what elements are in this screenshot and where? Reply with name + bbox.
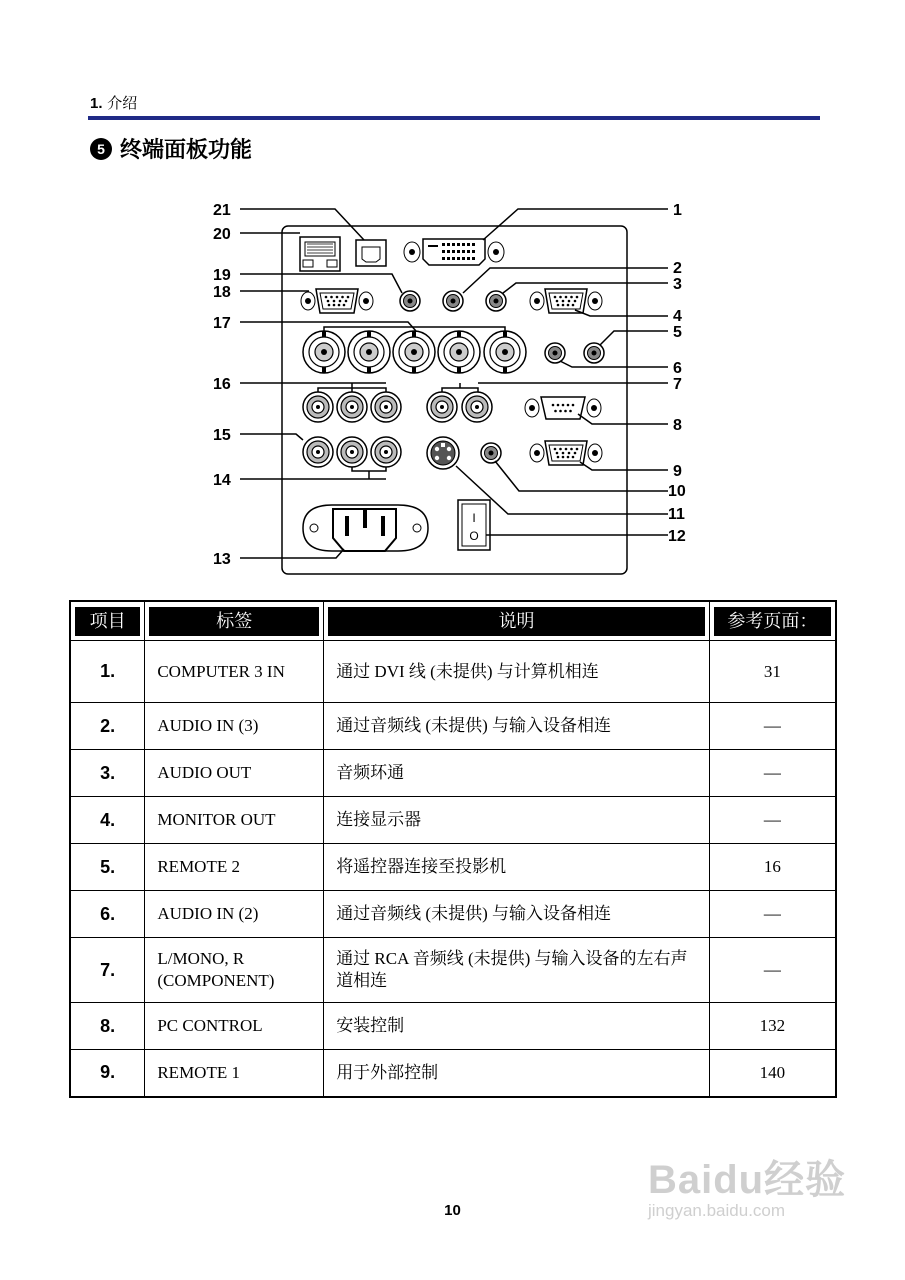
row-number: 1. [70, 641, 145, 703]
table-row [70, 703, 836, 750]
switch-off-symbol: O [469, 529, 479, 543]
rca-port-7b [462, 392, 492, 422]
row-label: AUDIO OUT [145, 750, 324, 797]
callout-15: 15 [213, 427, 231, 444]
watermark-brand: Baidu经验 [648, 1158, 847, 1202]
callout-1: 1 [673, 202, 682, 219]
bnc-port-2 [348, 331, 390, 373]
row-page: 31 [709, 641, 836, 703]
power-switch [458, 500, 490, 550]
callout-12: 12 [668, 528, 686, 545]
table-row [70, 1003, 836, 1050]
table-row [70, 938, 836, 1003]
remote-jack-5 [584, 343, 604, 363]
row-number: 6. [70, 891, 145, 938]
row-label: L/MONO, R (COMPONENT) [145, 938, 324, 1003]
callout-8: 8 [673, 417, 682, 434]
watermark-url: jingyan.baidu.com [648, 1201, 786, 1220]
callout-17: 17 [213, 315, 231, 332]
table-row [70, 844, 836, 891]
table-header-row [70, 601, 836, 641]
callout-11: 11 [668, 506, 685, 523]
serial-port-8 [525, 397, 601, 419]
row-label: AUDIO IN (3) [145, 703, 324, 750]
callout-10: 10 [668, 483, 686, 500]
row-page: 140 [709, 1050, 836, 1097]
table-row [70, 891, 836, 938]
row-description: 通过音频线 (未提供) 与输入设备相连 [324, 891, 710, 938]
row-page: — [709, 750, 836, 797]
rca-port-14a [337, 437, 367, 467]
row-number: 7. [70, 938, 145, 1003]
row-description: 音频环通 [324, 750, 710, 797]
table-row [70, 1050, 836, 1097]
section-title-text: 终端面板功能 [120, 138, 253, 163]
callout-19: 19 [213, 267, 231, 284]
switch-on-symbol: I [472, 511, 476, 525]
row-description: 通过音频线 (未提供) 与输入设备相连 [324, 703, 710, 750]
row-description: 通过 RCA 音频线 (未提供) 与输入设备的左右声道相连 [324, 938, 710, 1003]
row-label: MONITOR OUT [145, 797, 324, 844]
table-row [70, 641, 836, 703]
row-page: 132 [709, 1003, 836, 1050]
usb-port [356, 240, 386, 266]
lan-port [300, 237, 340, 271]
audio-jack-3 [486, 291, 506, 311]
rca-port-16b [337, 392, 367, 422]
callout-18: 18 [213, 284, 231, 301]
section-bullet: 5 [90, 138, 112, 160]
callout-2: 2 [673, 260, 682, 277]
audio-jack-19 [400, 291, 420, 311]
row-page: 16 [709, 844, 836, 891]
callout-3: 3 [673, 276, 682, 293]
bnc-port-1 [303, 331, 345, 373]
page-number: 10 [444, 1202, 461, 1219]
bnc-port-4 [438, 331, 480, 373]
rca-port-7a [427, 392, 457, 422]
row-label: COMPUTER 3 IN [145, 641, 324, 703]
callout-20: 20 [213, 226, 231, 243]
bnc-port-3 [393, 331, 435, 373]
callout-6: 6 [673, 360, 682, 377]
audio-jack-6 [545, 343, 565, 363]
row-label: PC CONTROL [145, 1003, 324, 1050]
row-page: — [709, 938, 836, 1003]
row-description: 安装控制 [324, 1003, 710, 1050]
rca-port-14b [371, 437, 401, 467]
row-label: REMOTE 1 [145, 1050, 324, 1097]
header-description: 说明 [324, 601, 710, 641]
callout-9: 9 [673, 463, 682, 480]
terminal-table [69, 600, 837, 1098]
callout-16: 16 [213, 376, 231, 393]
chapter-title: 介绍 [107, 94, 138, 112]
row-description: 将遥控器连接至投影机 [324, 844, 710, 891]
watermark [648, 1148, 846, 1221]
row-description: 连接显示器 [324, 797, 710, 844]
svideo-port [427, 437, 459, 469]
row-page: — [709, 703, 836, 750]
audio-jack-2 [443, 291, 463, 311]
row-number: 5. [70, 844, 145, 891]
rca-port-15 [303, 437, 333, 467]
callout-5: 5 [673, 324, 682, 341]
chapter-number: 1. [90, 95, 103, 112]
table-row [70, 750, 836, 797]
callout-7: 7 [673, 376, 682, 393]
header-item: 项目 [70, 601, 145, 641]
rca-port-16c [371, 392, 401, 422]
terminal-panel-diagram [0, 0, 905, 600]
header-page: 参考页面： [709, 601, 836, 641]
header-label: 标签 [145, 601, 324, 641]
row-description: 通过 DVI 线 (未提供) 与计算机相连 [324, 641, 710, 703]
callout-21: 21 [213, 202, 231, 219]
row-label: REMOTE 2 [145, 844, 324, 891]
rca-port-16a [303, 392, 333, 422]
video-jack-10 [481, 443, 501, 463]
row-number: 3. [70, 750, 145, 797]
table-row [70, 797, 836, 844]
row-number: 4. [70, 797, 145, 844]
row-number: 2. [70, 703, 145, 750]
row-label: AUDIO IN (2) [145, 891, 324, 938]
bnc-port-5 [484, 331, 526, 373]
row-page: — [709, 891, 836, 938]
callout-14: 14 [213, 472, 231, 489]
power-inlet [303, 505, 428, 551]
callout-4: 4 [673, 308, 682, 325]
callout-13: 13 [213, 551, 231, 568]
row-description: 用于外部控制 [324, 1050, 710, 1097]
row-number: 8. [70, 1003, 145, 1050]
row-number: 9. [70, 1050, 145, 1097]
row-page: — [709, 797, 836, 844]
